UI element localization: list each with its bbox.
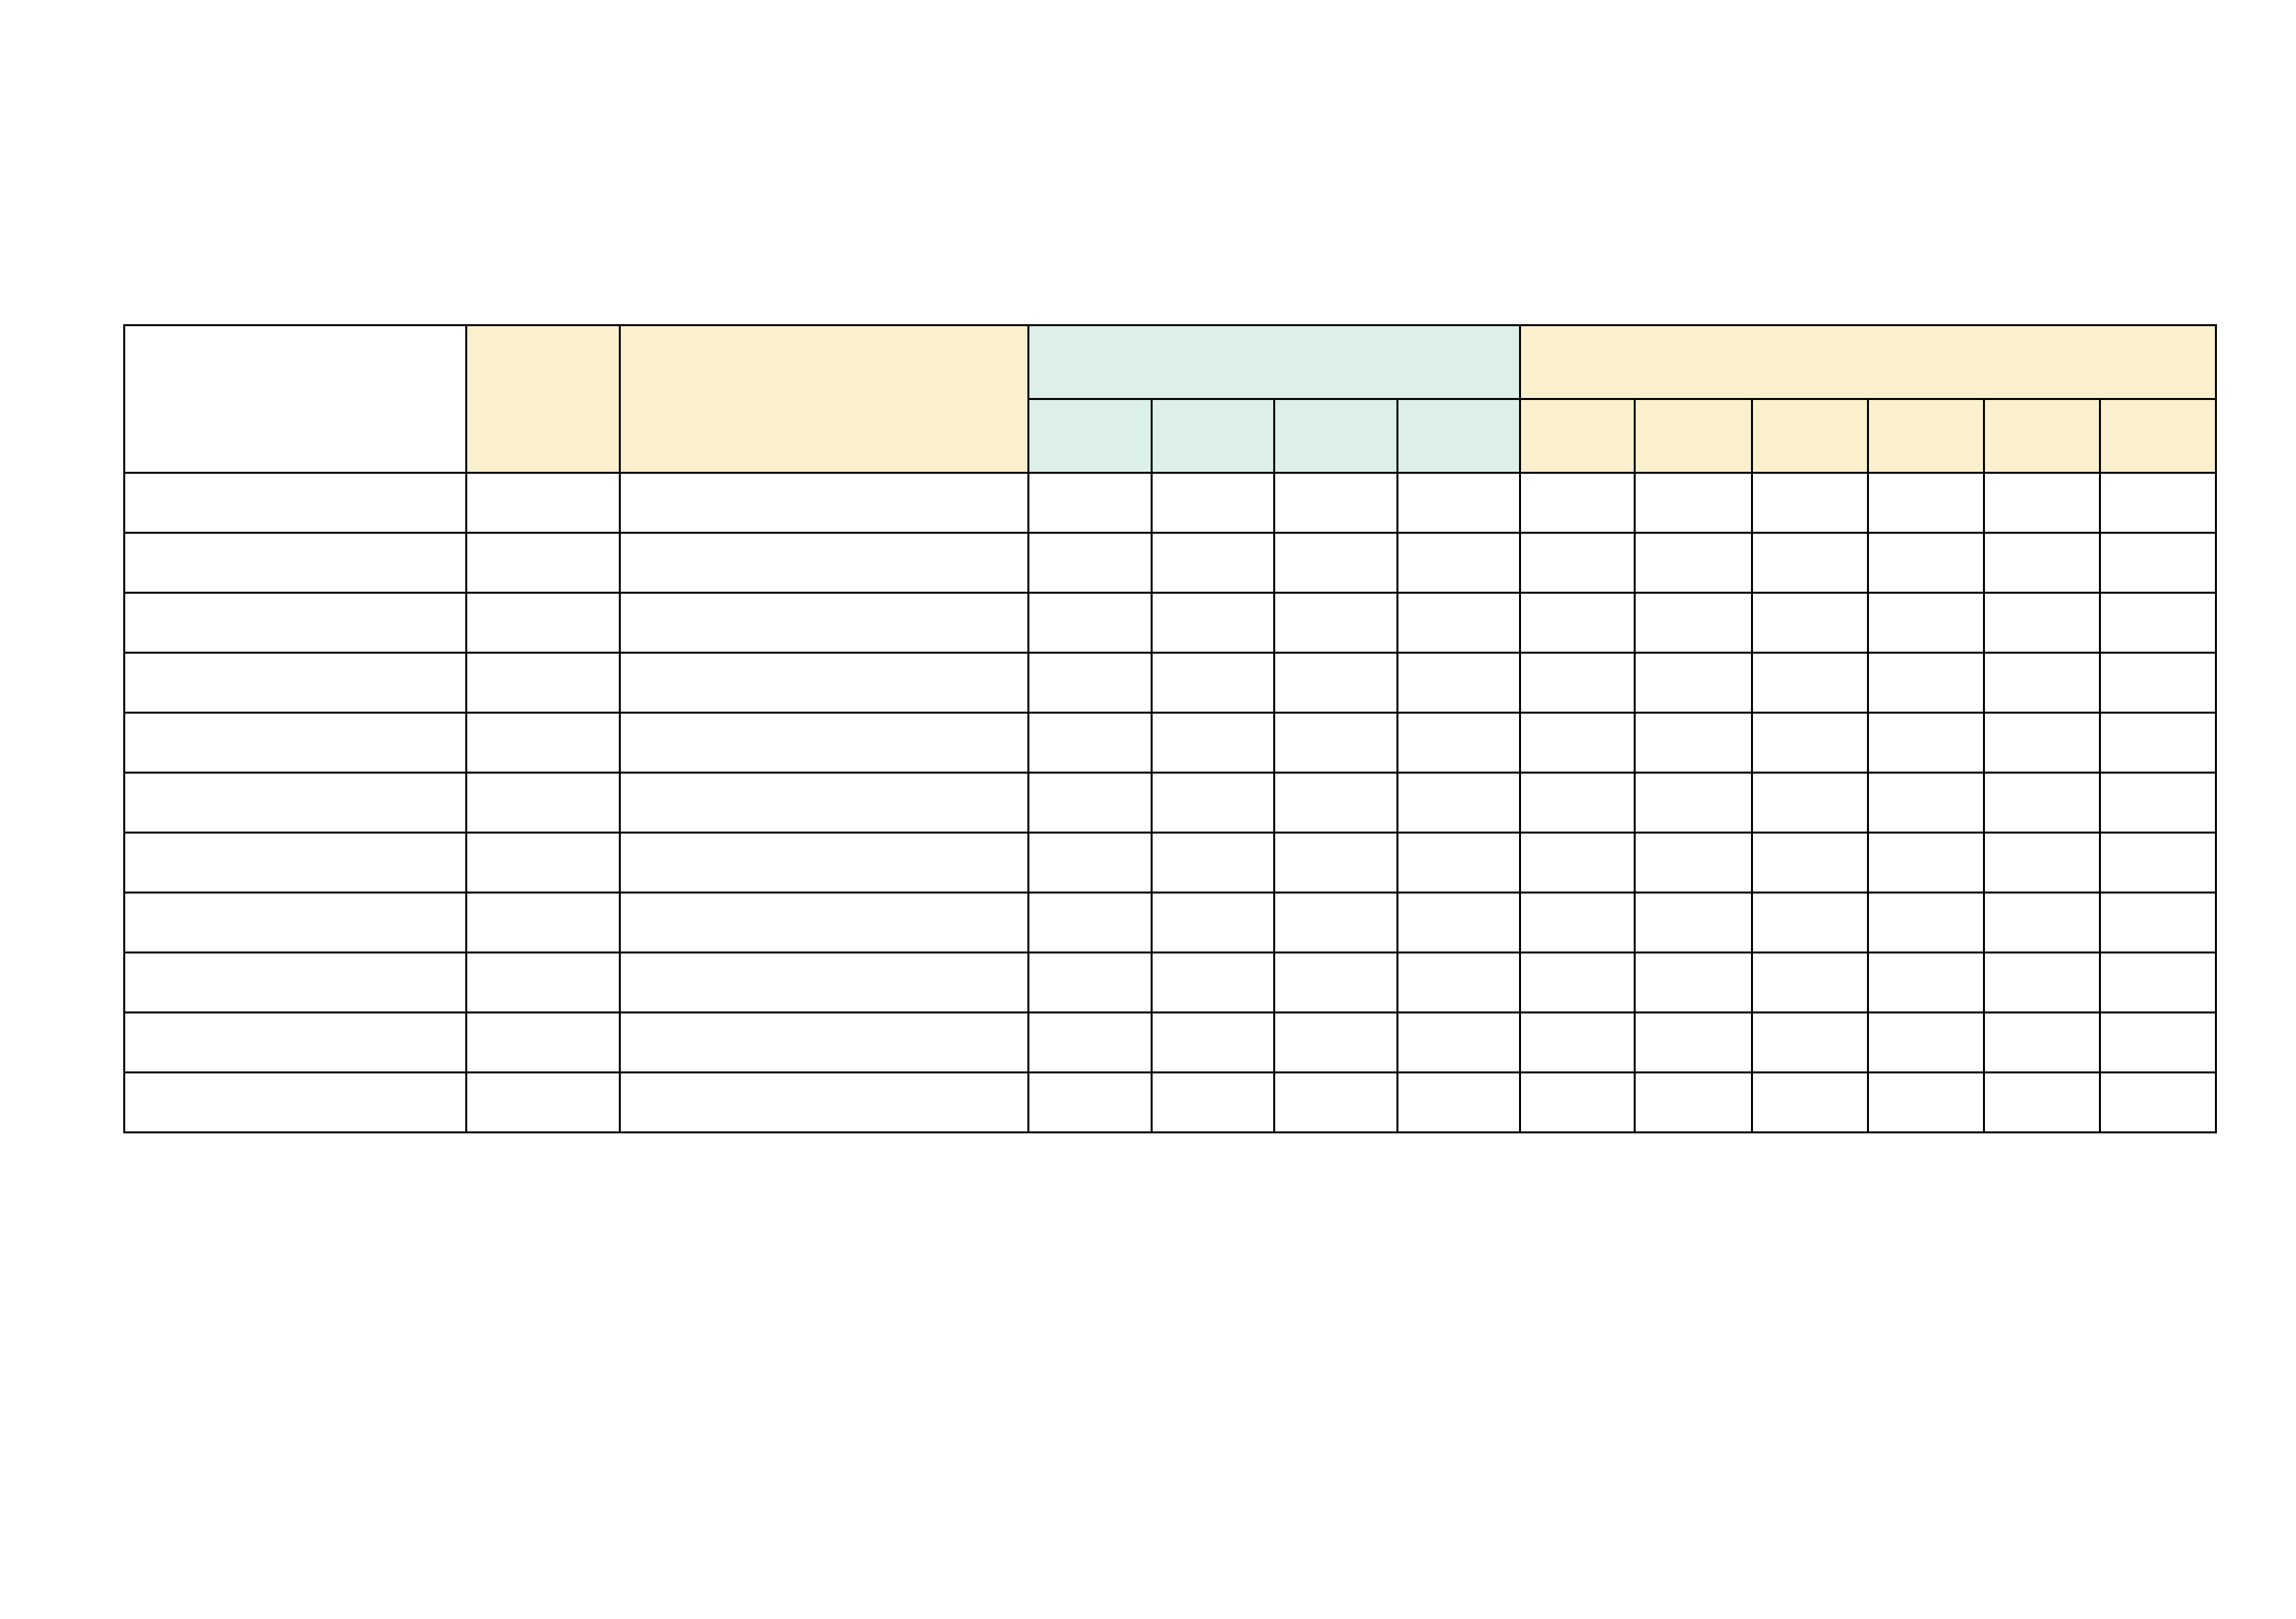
cell-registered-0	[1029, 713, 1152, 773]
subheader-current-0	[1520, 399, 1635, 473]
cell-current-4	[1984, 473, 2100, 533]
cell-reason	[620, 1013, 1029, 1073]
cell-current-3	[1868, 593, 1984, 653]
cell-name	[125, 953, 467, 1013]
cell-registered-1	[1151, 1013, 1275, 1073]
cell-current-3	[1868, 533, 1984, 593]
cell-current-1	[1635, 593, 1752, 653]
cell-channel	[467, 593, 620, 653]
cell-channel	[467, 833, 620, 893]
cell-name	[125, 653, 467, 713]
cell-registered-0	[1029, 473, 1152, 533]
cell-current-3	[1868, 1073, 1984, 1133]
cell-current-0	[1520, 593, 1635, 653]
table-row	[125, 1013, 2216, 1073]
cell-current-4	[1984, 713, 2100, 773]
cell-current-3	[1868, 1013, 1984, 1073]
cell-reason	[620, 713, 1029, 773]
table-row	[125, 593, 2216, 653]
cell-current-5	[2100, 953, 2216, 1013]
cell-current-2	[1752, 953, 1868, 1013]
cell-current-5	[2100, 713, 2216, 773]
cell-channel	[467, 953, 620, 1013]
cell-registered-2	[1275, 953, 1398, 1013]
cell-current-4	[1984, 1073, 2100, 1133]
cell-reason	[620, 593, 1029, 653]
cell-registered-0	[1029, 533, 1152, 593]
cell-registered-0	[1029, 893, 1152, 953]
cell-registered-1	[1151, 953, 1275, 1013]
cell-current-5	[2100, 833, 2216, 893]
cell-channel	[467, 713, 620, 773]
cell-channel	[467, 473, 620, 533]
cell-current-2	[1752, 653, 1868, 713]
table-body	[125, 473, 2216, 1133]
cell-channel	[467, 533, 620, 593]
cell-current-1	[1635, 773, 1752, 833]
table-row	[125, 1073, 2216, 1133]
cell-channel	[467, 773, 620, 833]
cell-current-5	[2100, 893, 2216, 953]
cell-current-2	[1752, 893, 1868, 953]
table-row	[125, 833, 2216, 893]
cell-name	[125, 773, 467, 833]
cell-current-4	[1984, 893, 2100, 953]
cell-current-2	[1752, 713, 1868, 773]
cell-registered-0	[1029, 953, 1152, 1013]
cell-registered-1	[1151, 773, 1275, 833]
cell-current-0	[1520, 653, 1635, 713]
cell-registered-3	[1397, 893, 1520, 953]
cell-registered-0	[1029, 1073, 1152, 1133]
cell-reason	[620, 953, 1029, 1013]
cell-current-4	[1984, 1013, 2100, 1073]
cell-channel	[467, 653, 620, 713]
cell-current-2	[1752, 473, 1868, 533]
cell-registered-0	[1029, 653, 1152, 713]
cell-registered-3	[1397, 473, 1520, 533]
subheader-current-5	[2100, 399, 2216, 473]
cell-current-3	[1868, 473, 1984, 533]
subheader-registered-0	[1029, 399, 1152, 473]
cell-current-0	[1520, 1013, 1635, 1073]
cell-registered-1	[1151, 893, 1275, 953]
cell-registered-1	[1151, 833, 1275, 893]
cell-current-1	[1635, 953, 1752, 1013]
cell-current-1	[1635, 653, 1752, 713]
cell-registered-3	[1397, 1013, 1520, 1073]
cell-current-0	[1520, 473, 1635, 533]
cell-current-2	[1752, 833, 1868, 893]
cell-registered-0	[1029, 833, 1152, 893]
cell-registered-3	[1397, 653, 1520, 713]
cell-registered-2	[1275, 833, 1398, 893]
subheader-current-3	[1868, 399, 1984, 473]
cell-current-5	[2100, 473, 2216, 533]
cell-current-3	[1868, 713, 1984, 773]
subheader-current-4	[1984, 399, 2100, 473]
header-name	[125, 326, 467, 473]
cell-current-1	[1635, 713, 1752, 773]
cell-current-4	[1984, 773, 2100, 833]
cell-current-4	[1984, 593, 2100, 653]
cell-current-5	[2100, 533, 2216, 593]
header-channel	[467, 326, 620, 473]
cell-registered-1	[1151, 593, 1275, 653]
cell-registered-2	[1275, 773, 1398, 833]
cell-current-2	[1752, 773, 1868, 833]
cell-current-1	[1635, 533, 1752, 593]
cell-registered-2	[1275, 653, 1398, 713]
cell-name	[125, 1013, 467, 1073]
cell-reason	[620, 893, 1029, 953]
cell-name	[125, 833, 467, 893]
table-row	[125, 773, 2216, 833]
cell-registered-1	[1151, 1073, 1275, 1133]
cell-registered-0	[1029, 1013, 1152, 1073]
header-current-address	[1520, 326, 2216, 399]
cell-registered-3	[1397, 953, 1520, 1013]
cell-registered-3	[1397, 833, 1520, 893]
cell-registered-2	[1275, 533, 1398, 593]
cell-current-2	[1752, 593, 1868, 653]
cell-registered-2	[1275, 1013, 1398, 1073]
cell-registered-1	[1151, 473, 1275, 533]
table-row	[125, 533, 2216, 593]
cell-channel	[467, 1013, 620, 1073]
cell-current-3	[1868, 653, 1984, 713]
cell-current-2	[1752, 1013, 1868, 1073]
cell-registered-2	[1275, 1073, 1398, 1133]
cell-current-1	[1635, 1013, 1752, 1073]
cell-current-5	[2100, 773, 2216, 833]
header-registered-address	[1029, 326, 1520, 399]
cell-current-5	[2100, 653, 2216, 713]
cell-current-4	[1984, 653, 2100, 713]
cell-current-1	[1635, 473, 1752, 533]
cell-current-2	[1752, 1073, 1868, 1133]
cell-current-0	[1520, 533, 1635, 593]
cell-registered-2	[1275, 473, 1398, 533]
cell-current-3	[1868, 773, 1984, 833]
table-row	[125, 473, 2216, 533]
cell-registered-3	[1397, 713, 1520, 773]
subheader-registered-3	[1397, 399, 1520, 473]
cell-current-4	[1984, 533, 2100, 593]
cell-current-4	[1984, 833, 2100, 893]
cell-current-0	[1520, 773, 1635, 833]
table-row	[125, 893, 2216, 953]
cell-registered-1	[1151, 713, 1275, 773]
cell-current-3	[1868, 833, 1984, 893]
table-row	[125, 713, 2216, 773]
cell-current-0	[1520, 713, 1635, 773]
cell-name	[125, 713, 467, 773]
cell-name	[125, 893, 467, 953]
cell-registered-3	[1397, 533, 1520, 593]
cell-registered-2	[1275, 593, 1398, 653]
cell-registered-3	[1397, 1073, 1520, 1133]
table-row	[125, 953, 2216, 1013]
cell-current-0	[1520, 833, 1635, 893]
cell-current-3	[1868, 893, 1984, 953]
cell-channel	[467, 1073, 620, 1133]
cell-current-1	[1635, 893, 1752, 953]
cell-current-5	[2100, 1073, 2216, 1133]
cell-registered-2	[1275, 893, 1398, 953]
cell-current-5	[2100, 593, 2216, 653]
subheader-current-2	[1752, 399, 1868, 473]
cell-reason	[620, 773, 1029, 833]
header-reason	[620, 326, 1029, 473]
cell-current-4	[1984, 953, 2100, 1013]
cell-current-1	[1635, 833, 1752, 893]
subheader-registered-2	[1275, 399, 1398, 473]
cell-reason	[620, 1073, 1029, 1133]
cell-channel	[467, 893, 620, 953]
cell-registered-0	[1029, 593, 1152, 653]
subheader-registered-1	[1151, 399, 1275, 473]
cell-name	[125, 593, 467, 653]
subheader-current-1	[1635, 399, 1752, 473]
cell-registered-3	[1397, 593, 1520, 653]
cell-registered-2	[1275, 713, 1398, 773]
cell-registered-1	[1151, 653, 1275, 713]
cell-current-3	[1868, 953, 1984, 1013]
cell-reason	[620, 833, 1029, 893]
cell-current-0	[1520, 953, 1635, 1013]
cell-current-2	[1752, 533, 1868, 593]
cell-registered-3	[1397, 773, 1520, 833]
cell-current-1	[1635, 1073, 1752, 1133]
cell-name	[125, 1073, 467, 1133]
table-row	[125, 653, 2216, 713]
payment-table	[123, 324, 2217, 1133]
cell-registered-1	[1151, 533, 1275, 593]
cell-registered-0	[1029, 773, 1152, 833]
cell-name	[125, 533, 467, 593]
cell-current-0	[1520, 1073, 1635, 1133]
cell-reason	[620, 473, 1029, 533]
cell-current-5	[2100, 1013, 2216, 1073]
cell-name	[125, 473, 467, 533]
cell-reason	[620, 533, 1029, 593]
cell-current-0	[1520, 893, 1635, 953]
cell-reason	[620, 653, 1029, 713]
